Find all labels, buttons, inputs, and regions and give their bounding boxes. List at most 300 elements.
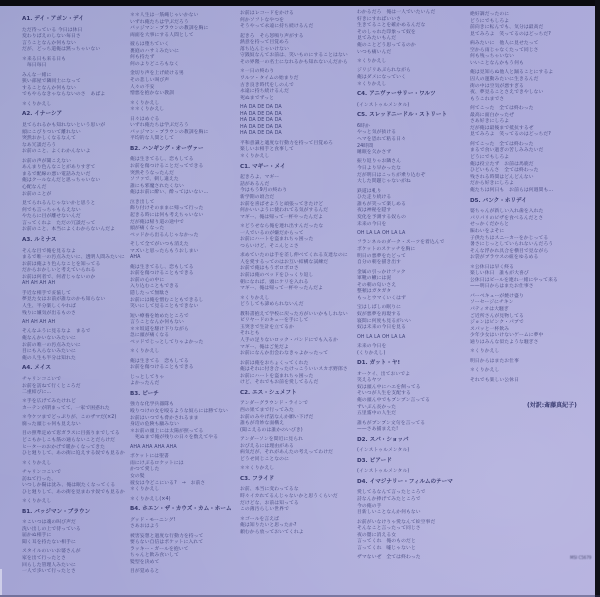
lyric-line: 回らした管理人みたいに bbox=[22, 562, 76, 568]
lyric-stanza bbox=[22, 291, 130, 317]
lyric-stanza bbox=[357, 372, 465, 418]
lyric-line: (インストゥルメンタル) bbox=[357, 448, 410, 454]
lyric-line: ＊くりかえし bbox=[357, 58, 387, 64]
lyric-line: 誰もがブンブン文句を言ってる bbox=[357, 420, 426, 426]
lyric-stanza bbox=[22, 431, 130, 457]
lyric-line: 入り込むこともできる bbox=[130, 284, 179, 290]
lyric-line: ＊＊くりかえし bbox=[240, 466, 275, 472]
lyric-line: だからおかしいと考えていられる bbox=[22, 268, 96, 274]
lyric-line: 永遠に持ち続けるんだ bbox=[240, 89, 289, 95]
lyric-line: お前の心の中に bbox=[130, 277, 165, 283]
lyric-line: 24時間 bbox=[357, 143, 374, 149]
lyric-line: どうせ同じことなのに bbox=[240, 457, 289, 462]
lyric-line: やたらに目が離せないんだ bbox=[22, 214, 81, 220]
lyric-line: それでも楽しい公休日 bbox=[470, 377, 519, 383]
lyric-line: お前はいつでも脅かされるまま bbox=[130, 415, 199, 421]
lyric-line: そんなこと言ったって同じさ bbox=[357, 526, 421, 532]
lyric-stanza bbox=[130, 534, 238, 567]
lyric-stanza bbox=[240, 296, 348, 309]
lyric-line: 俺はそれに付き合ったけっこういいスカポ野郎さ bbox=[240, 367, 348, 373]
lyric-stanza bbox=[130, 314, 238, 347]
lyric-line: ＊＊くりかえし bbox=[130, 107, 165, 113]
lyric-line: ポケットには聖書 bbox=[130, 454, 169, 460]
lyric-line: パティオは大騒ぎ bbox=[470, 307, 509, 313]
lyric-line: 誰もが笑って楽しめる bbox=[357, 201, 406, 207]
track-title: B3. ピーチ bbox=[130, 390, 159, 397]
track-title: C1. マギー・メイ bbox=[240, 163, 286, 170]
lyric-stanza bbox=[240, 361, 348, 387]
lyric-line: 日々はめぐる bbox=[130, 116, 160, 122]
lyric-line: アンダーグラウンド・ラインで bbox=[240, 401, 309, 407]
lyric-line: お前のこと、よくわかんないよ bbox=[22, 149, 91, 155]
lyric-line: 俺はお前に酔い、酔ってはいない… bbox=[130, 190, 209, 196]
lyric-line: AH AH AH AH bbox=[22, 281, 56, 287]
lyric-line: お前は俺のベッドをひっくり返し bbox=[240, 273, 314, 279]
lyric-line: ご近所さんが見物してる bbox=[470, 313, 524, 319]
lyric-line: どうにでもしろよ bbox=[470, 18, 510, 24]
lyric-line: ひた走り続ける bbox=[357, 195, 392, 201]
lyric-line: ラッキー・ガールを抱いて bbox=[130, 546, 189, 552]
lyric-line: 身辺の危険も顧みない bbox=[130, 422, 179, 428]
lyric-line: ポケットのスケッチを胸に bbox=[357, 247, 416, 252]
lyric-stanza bbox=[470, 378, 578, 385]
lyric-line: 起きる時には何も考えちゃいない bbox=[130, 212, 204, 218]
lyric-line: 俺は生きてる 恋もしてる bbox=[130, 358, 189, 364]
lyric-line: 落ち込んじゃいけない bbox=[240, 46, 289, 52]
lyric-line: 変化を予測する奴らの bbox=[357, 215, 406, 221]
lyric-line: 街の中は空気が悪すぎる bbox=[470, 83, 524, 89]
lyric-line: お前を訪ねて行くところだ bbox=[22, 383, 81, 389]
lyric-line: 人手の足りないロック・バンドにでも入るか bbox=[240, 338, 338, 343]
lyric-stanza bbox=[130, 375, 238, 388]
lyric-stanza bbox=[470, 209, 578, 262]
lyric-line: 見てみろよ 笑ってるのはどっちだ? bbox=[470, 31, 551, 37]
lyric-stanza bbox=[130, 518, 238, 531]
lyric-line: お前は何者で、何者じゃないのか bbox=[22, 274, 96, 280]
lyric-line: 古き良き時代をしのんで bbox=[240, 82, 294, 88]
lyric-line: 空から雨じゃなくたって同じさ bbox=[470, 47, 539, 53]
lyric-line: 寝間に何度も見るがいい bbox=[357, 318, 411, 324]
lyric-line: マギー、俺は帰って一杯やったんだよ bbox=[240, 214, 324, 220]
lyric-stanza bbox=[357, 335, 465, 342]
lyric-line: 見てられるんじゃないかと思うと bbox=[22, 201, 96, 207]
lyric-stanza bbox=[357, 10, 465, 56]
lyric-stanza bbox=[470, 368, 578, 375]
lyric-stanza bbox=[240, 487, 348, 513]
lyric-line: ＊今ケツまでどっぷりが、このザマだ(×2) bbox=[22, 415, 117, 421]
lyric-line: マズいと思ったらもうおしまい bbox=[130, 248, 199, 254]
lyric-line: 婆ちゃんが新しい入れ歯を入れた bbox=[470, 209, 544, 215]
track-title: D5. バンク・ホリデイ bbox=[470, 197, 527, 204]
lyric-line: 大した問題じゃないがね bbox=[357, 179, 411, 185]
lyric-line: ベッドでじっとしてりゃよかった bbox=[130, 340, 204, 345]
lyric-stanza bbox=[22, 123, 130, 156]
lyric-line: ＊くりかえし bbox=[130, 487, 160, 493]
lyric-line: バッジマン・ブラウンの教訓を胸に bbox=[130, 129, 209, 135]
track-title: B2. ハンギング・オーヴァー bbox=[130, 145, 204, 152]
lyric-line: 夜、夢見ることさえできやしない bbox=[470, 90, 544, 96]
lyric-line: HA DA DE DA DA bbox=[240, 105, 282, 111]
lyric-line: おびえるには理由がある bbox=[240, 443, 294, 449]
lyric-stanza bbox=[357, 555, 465, 562]
lyric-line: AH AH AH AH bbox=[22, 320, 56, 326]
lyric-line: 目が覚めると bbox=[130, 569, 160, 575]
lyric-line: お前は俺より色んなことを知ってる bbox=[22, 261, 101, 267]
lyrics-column-5 bbox=[470, 12, 578, 387]
lyric-line: (インストゥルメンタル) bbox=[357, 102, 410, 108]
lyric-line: その悲しい叫び声 bbox=[130, 77, 170, 83]
lyric-line: スパッと一杯飲み bbox=[470, 326, 510, 332]
lyric-line: お前になんか出会わなきゃよかったって bbox=[240, 351, 329, 357]
lyric-line: 死ぬまでずっと bbox=[240, 95, 274, 101]
lyric-line: OH LA LA OH LA LA bbox=[357, 334, 406, 340]
lyric-line: ひと廻りして、あの街に迫えする奴でも見るか bbox=[22, 451, 125, 457]
lyric-line: マギー、俺は帰って一杯やったんだよ bbox=[240, 286, 324, 292]
lyric-line: バーベキューが焼け盛り bbox=[470, 293, 524, 299]
lyric-stanza bbox=[357, 124, 465, 157]
lyric-line: よかったんだ bbox=[130, 381, 160, 387]
lyric-line: ＊一日の終わり bbox=[240, 69, 275, 75]
lyric-line: HA DA DE DA DA bbox=[240, 124, 282, 130]
lyric-line: この薄汚らしい世界で bbox=[240, 507, 289, 513]
lyric-line: 目の照準定めて窓ガラスに目張りまでしてる bbox=[22, 431, 120, 437]
lyric-line: 目にも入らないみたいに bbox=[22, 349, 76, 355]
lyric-stanza bbox=[130, 454, 238, 494]
track-title: A2. イナーシア bbox=[22, 111, 63, 118]
lyric-line: 洗い出しの上で待っている bbox=[22, 526, 81, 532]
lyric-line: だけどな、お前は知ってる bbox=[240, 500, 299, 506]
track-title: D1. ガット・ヤ! bbox=[357, 360, 401, 367]
lyric-line: 人々の不安 bbox=[130, 84, 155, 90]
lyric-line: 夜は神秘を隠す bbox=[357, 208, 392, 214]
lyric-line: 整頓はガタガタ bbox=[357, 289, 392, 295]
lyric-line: 睡眠を欠かさず bbox=[357, 150, 392, 156]
lyric-line: 飾り付けそのままに帰って行った bbox=[130, 206, 204, 212]
lyric-line: 要らない自信はポケットに入れて bbox=[130, 540, 204, 546]
lyric-line: ＊どうせなら俺を連れ出すんだったな bbox=[240, 224, 324, 230]
lyric-line: ＊来る日も来る日も bbox=[22, 56, 67, 62]
lyric-stanza bbox=[240, 105, 348, 138]
lyric-line: どうにでもしろよ bbox=[470, 155, 510, 161]
lyric-line: ソーセージにチキン bbox=[470, 300, 514, 306]
lyric-stanza bbox=[130, 265, 238, 311]
lyric-line: ＊くりかえし bbox=[22, 499, 52, 505]
lyric-line: だが俺は帰り道の途中で bbox=[130, 219, 184, 225]
lyric-line: 公休日はビールを連れ一緒にやって来る bbox=[470, 277, 558, 283]
lyric-line: AHA bbox=[130, 255, 141, 261]
lyric-stanza bbox=[470, 41, 578, 67]
lyric-line: そして全てがいつも消えた bbox=[130, 242, 189, 248]
lyric-stanza bbox=[130, 242, 238, 262]
lyric-line: じっとしてりゃ bbox=[130, 374, 165, 380]
lyric-line: 頭にこびりついて離れない bbox=[22, 129, 81, 135]
lyric-line: ＊お前の頭上には太陽が照ってる bbox=[130, 428, 204, 434]
lyric-line: そんな目で俺を見るなよ bbox=[22, 248, 76, 254]
lyric-line: 女の髪 bbox=[130, 473, 145, 479]
lyric-line: 見てみろよ 笑ってるのはどっちだ? bbox=[470, 132, 551, 138]
lyric-stanza bbox=[22, 102, 130, 109]
lyric-stanza bbox=[22, 399, 130, 412]
lyric-stanza bbox=[22, 28, 130, 54]
lyric-stanza bbox=[240, 141, 348, 161]
lyric-line: 言うことなんか何もない bbox=[130, 320, 184, 326]
lyric-stanza bbox=[22, 159, 130, 199]
lyric-line: 隠したって無駄さ bbox=[130, 291, 170, 297]
lyric-line: バッジマン・ブラウンの教訓を胸に bbox=[130, 26, 209, 32]
lyric-line: ベッドから出るんじゃなかった bbox=[130, 232, 199, 238]
lyric-stanza bbox=[22, 415, 130, 428]
lyric-line: そんな浮かれ具合を横目で見ながら bbox=[470, 248, 549, 254]
lyric-line: HA DA DE DA DA bbox=[240, 131, 282, 137]
lyric-line: ——さあ捕まえた! bbox=[357, 427, 399, 433]
lyric-line: せっかくだからと bbox=[470, 222, 510, 228]
lyric-line: 俺は見知らぬ他人と踊ることにするよ bbox=[470, 70, 554, 76]
lyric-stanza bbox=[22, 249, 130, 289]
track-title: A4. メイス bbox=[22, 365, 51, 372]
lyric-stanza bbox=[130, 402, 238, 442]
lyric-stanza bbox=[357, 68, 465, 88]
lyric-line: いずれ俺たちは学ぶだろう bbox=[130, 19, 189, 25]
lyric-line: 何かいいように使われてる気がするんだ bbox=[240, 208, 329, 214]
lyric-stanza bbox=[357, 159, 465, 185]
lyric-line: ジリジリあぶられながら bbox=[357, 68, 411, 74]
lyric-stanza bbox=[130, 42, 238, 68]
lyric-line: お前には俺を憎むこともできるし bbox=[130, 297, 204, 303]
lyric-stanza bbox=[240, 224, 348, 250]
lyric-line: ひどいもんさ 全ては終わった bbox=[470, 168, 539, 174]
lyric-line: 金属の引っかけフック bbox=[357, 269, 406, 275]
lyric-stanza bbox=[130, 71, 238, 97]
lyric-stanza bbox=[22, 499, 130, 506]
lyric-line: (くりかえし) bbox=[357, 350, 386, 356]
lyric-line: 俺は生きてるし、恋もしてる bbox=[130, 157, 194, 163]
lyric-line: 狭い部屋で隣同士になって bbox=[22, 79, 81, 85]
lyric-line: 俺は生きてるし、恋もしてる bbox=[130, 264, 194, 270]
lyric-line: それとも bbox=[240, 331, 260, 337]
lyric-stanza bbox=[22, 461, 130, 468]
lyric-line: 6時か bbox=[357, 123, 370, 129]
lyric-line: 平均的な人間として bbox=[130, 136, 175, 142]
lyric-stanza bbox=[357, 59, 465, 66]
lyric-line: いつしか陽は沈み、俺は眠たくなってくる bbox=[22, 483, 116, 489]
lyric-line: 病気だが、それがあんたの考えってわけだ bbox=[240, 450, 334, 456]
lyric-line: 突然おかしくなるなんて bbox=[22, 136, 76, 142]
lyric-line: 見てられるかも知れないという思いが bbox=[22, 122, 106, 128]
lyric-line: 何でも言っちゃもらえない bbox=[22, 207, 81, 213]
lyric-line: そのしゃれた印象って奴を bbox=[357, 29, 416, 35]
track-title: D4. イマジナリー・フィルムのテーマ bbox=[357, 478, 453, 485]
lyric-line: 誰にも邪魔されたくない bbox=[130, 183, 184, 189]
lyric-line: 毎日毎日 bbox=[22, 63, 47, 69]
lyric-line: 俺なんかいないみたいに bbox=[22, 336, 76, 342]
lyric-line: 鉄道は軋り bbox=[357, 188, 382, 194]
lyric-line: 生きてることを確かめるんだな bbox=[357, 23, 426, 29]
lyric-stanza bbox=[240, 253, 348, 293]
lyric-stanza bbox=[130, 569, 238, 576]
lyric-stanza bbox=[240, 69, 348, 102]
lyric-line: (インストゥルメンタル) bbox=[357, 469, 410, 475]
lyric-line: 両面を大事にする人間として bbox=[130, 32, 194, 38]
lyric-line: 突然そうなったんだ bbox=[130, 170, 175, 176]
lyric-line: いずれ俺たちは学ぶだろう bbox=[130, 123, 189, 129]
lyric-line: みんな一緒に bbox=[22, 72, 52, 78]
lyric-stanza bbox=[357, 240, 465, 266]
lyric-line: 病みたいに 他人に見せたって bbox=[470, 41, 539, 47]
lyric-line: 今日より早かったな bbox=[357, 166, 402, 172]
lyric-line: 俺のことどう思ってるのか bbox=[357, 42, 416, 48]
lyric-line: パリパリのピザを食べるんだとさ bbox=[470, 215, 544, 221]
lyric-line: 楽しいお相手と食事して bbox=[240, 147, 294, 153]
lyric-stanza bbox=[357, 270, 465, 303]
lyric-line: 何てこった 全ては終わった bbox=[470, 141, 534, 147]
lyric-line: アンダーソンを間近に見られ bbox=[240, 437, 304, 443]
lyric-line: さあ好きにしろよ bbox=[470, 119, 510, 125]
lyric-line: お前を傷つけることだってできる bbox=[130, 163, 204, 169]
lyric-line: 俺は役立たず お前は馬鹿だ bbox=[470, 161, 534, 167]
lyric-line: 自分の朝を描き出す bbox=[357, 260, 402, 266]
lyric-line: 最高に面白かったぜ bbox=[470, 112, 515, 118]
lyric-line: 新学期の頃合だ bbox=[240, 194, 275, 200]
lyric-line: 心配なんだ bbox=[22, 185, 47, 191]
lyric-line: 奴は頭ん中にハエを飼ってる bbox=[357, 384, 421, 390]
lyric-line: 俺はダメになっていく bbox=[357, 74, 406, 80]
lyric-line: 頭が痛くなった bbox=[130, 226, 165, 232]
lyric-line: 暑さにじっとしていられないんだろう bbox=[470, 242, 554, 248]
lyric-line: だから好きにしろよ bbox=[470, 181, 515, 187]
lyric-line: 手近な相手で妥協して bbox=[22, 290, 71, 296]
lyric-line: さあおはよう bbox=[130, 524, 160, 530]
lyric-line: 求めていたのは手を差し伸べてくれる友達なのに bbox=[240, 253, 348, 259]
lyric-line: 金切り声を上げ続ける男 bbox=[130, 71, 184, 77]
lyric-line: 雨にけぶるロケットには bbox=[130, 460, 184, 466]
lyric-line: まるで食い過ぎの苦しみみたいだ bbox=[470, 148, 544, 154]
lyric-line: グッド・モーニング! bbox=[130, 517, 176, 523]
scan-corner-sliver bbox=[0, 569, 2, 595]
lyric-line: OH LA LA OH LA LA bbox=[357, 231, 406, 237]
lyric-line: 起きろよ、マギー bbox=[240, 175, 280, 181]
lyric-line: 何のよりどころもなく bbox=[130, 61, 179, 67]
lyric-line: 詩なんか捧げてみたところで bbox=[357, 497, 421, 503]
lyric-stanza bbox=[130, 497, 238, 504]
lyric-line: あんまり色んなことがありすぎて bbox=[22, 165, 96, 171]
lyric-line: つらいけど、そこんとこさ bbox=[240, 243, 299, 249]
lyric-stanza bbox=[470, 359, 578, 366]
lyric-stanza bbox=[470, 294, 578, 347]
lyric-stanza bbox=[22, 520, 130, 546]
lyric-line: 届かぬ相手に bbox=[22, 533, 52, 539]
lyric-stanza bbox=[22, 329, 130, 362]
lyric-line: なあ冗談だろう bbox=[22, 142, 57, 148]
lyric-line: 賑わいをよそに bbox=[470, 228, 505, 234]
lyric-stanza bbox=[130, 13, 238, 39]
lyric-line: 明日からはまたお仕事 bbox=[470, 358, 519, 364]
lyric-line: ＊くりかえし bbox=[240, 295, 270, 301]
lyric-line: お袋がブラウスの紐をゆるめる bbox=[470, 255, 539, 261]
lyric-stanza bbox=[357, 421, 465, 434]
catalog-mark: MSI C5679 bbox=[570, 555, 592, 560]
lyric-stanza bbox=[22, 73, 130, 99]
lyric-line: (聞こえるのは誰かのいびき) bbox=[240, 427, 303, 433]
lyric-line: 教科書抱えて学校に戻った方がいいかもしれない bbox=[240, 311, 348, 317]
lyric-line: お前を傷つけることもできる bbox=[130, 271, 194, 277]
lyric-line: チャリンコこいで bbox=[22, 470, 62, 476]
lyric-line: ＊くりかえし bbox=[357, 81, 387, 87]
lyric-stanza bbox=[240, 34, 348, 67]
lyric-line: 時々イカれてるんじゃないかと思うくらいだ bbox=[240, 494, 338, 500]
lyric-line: 言うことなんか何もない bbox=[22, 40, 76, 46]
lyric-line: 見てみたいもんだ bbox=[357, 36, 397, 42]
lyric-line: 強力な化学兵器隊も bbox=[130, 402, 175, 408]
lyric-line: だが、どっち道俺は黙っちゃいない bbox=[22, 47, 101, 53]
lyric-line: 西の果てまで行ってみた bbox=[240, 408, 294, 414]
lyric-line: お前はレコードをかける bbox=[240, 11, 294, 16]
lyric-line: どこもかしこも筋の通らないことだらけだ bbox=[22, 438, 116, 444]
lyric-line: 訪ねて行った、 bbox=[22, 476, 57, 482]
lyric-line: ＊くりかえし bbox=[470, 368, 500, 374]
lyric-stanza bbox=[240, 437, 348, 463]
lyric-line: だが明日はこっちが乗り込むぞ bbox=[357, 172, 426, 178]
lyric-line: 被害妄想と過度な行動力を持って bbox=[130, 533, 204, 539]
lyric-stanza bbox=[130, 349, 238, 356]
lyric-line: 玉突きで生計を立てるか bbox=[240, 324, 294, 330]
lyric-line: 変わりばえのしない毎日さ bbox=[22, 34, 81, 40]
lyric-line: 話があるんだ bbox=[240, 181, 270, 187]
lyric-line: 明日の悪夢をたどって bbox=[357, 253, 406, 259]
lyric-line: いつも痛いんだ bbox=[357, 49, 392, 55]
lyric-line: けど、それでもお前を愛してるんだ bbox=[240, 380, 319, 386]
lyric-line: 平和意識と適度な行動力を持って目覚めろ bbox=[240, 140, 334, 146]
lyric-stanza bbox=[357, 189, 465, 229]
lyric-line: 守銭奴なんてお前は、笑いものにすることはない bbox=[240, 53, 348, 59]
lyric-line: 奴が悪夢を再現する bbox=[357, 311, 402, 317]
lyric-line: 一人で歩いて行ったとさ bbox=[22, 569, 76, 575]
lyric-line: ＊こいつは魂の叫び声だ bbox=[22, 520, 76, 526]
lyric-line: 俺は知りたいと思ったか? bbox=[240, 523, 297, 529]
lyrics-column-2 bbox=[130, 13, 238, 579]
lyric-line: 通りはみんな似たような騒ぎさ bbox=[470, 340, 539, 345]
lyric-line: 言ってくれ 嘘じゃないと bbox=[357, 545, 416, 551]
lyric-stanza bbox=[130, 445, 238, 452]
lyric-line: 笑えるヤツ bbox=[357, 378, 382, 384]
lyric-line: お前にハートを盗まれちゃ困った bbox=[240, 373, 314, 379]
lyric-line: でもやらなきゃならないのさ あばよ bbox=[22, 92, 106, 98]
lyric-stanza bbox=[130, 200, 238, 240]
lyric-line: 振り返りゃお隣さん bbox=[357, 159, 402, 165]
lyric-line: お前で俺はもうボロボロさ bbox=[240, 266, 299, 272]
lyric-line: やっと気が抜ける bbox=[357, 130, 397, 136]
lyric-line: お前のことが bbox=[22, 191, 52, 197]
lyric-line: 夜の闇に消える女 bbox=[357, 532, 397, 538]
lyric-stanza bbox=[357, 344, 465, 357]
scan-edge-right bbox=[595, 0, 600, 597]
lyric-line: わかるだろ 俺は一人でいたいんだ bbox=[357, 10, 436, 15]
lyrics-column-4 bbox=[357, 10, 465, 565]
lyric-stanza bbox=[357, 520, 465, 553]
lyric-line: その界隈一の名士になれるかも知れないんだから bbox=[240, 59, 348, 65]
lyric-line: 熱意を持って目覚めろ bbox=[240, 40, 289, 46]
lyric-line: 急に頭が痛くなる bbox=[130, 333, 170, 339]
lyric-line: 人を愛するってのはお互い結構な試練だ bbox=[240, 259, 329, 265]
lyric-stanza bbox=[130, 157, 238, 197]
lyric-line: ただ待っている 今日は休日 bbox=[22, 27, 83, 33]
lyric-line: ずいぶん長かった bbox=[357, 404, 397, 410]
lyric-line: 楽しい休日 誰もが大喜び bbox=[470, 271, 529, 277]
lyric-line: お前を傷つけることもできる bbox=[130, 365, 194, 371]
lyric-stanza bbox=[240, 312, 348, 358]
lyric-line: ——明日からはまたお仕事さ bbox=[470, 284, 534, 290]
lyrics-column-1 bbox=[22, 13, 130, 579]
track-title: C5. スレッドニードル・ストリート bbox=[357, 112, 448, 119]
